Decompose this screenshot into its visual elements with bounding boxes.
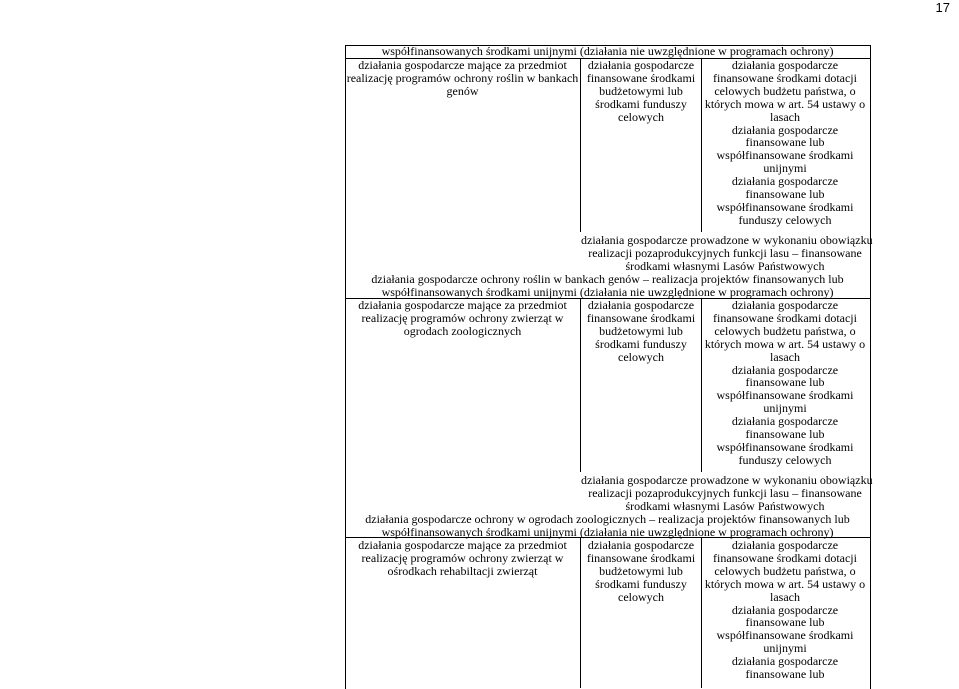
section-header: działania gospodarcze ochrony roślin w bankach genów – realizacja projektów finansowanych lub współfinansowanych środkami unijnymi (działania nie uwzględnione w programach ochrony) (371, 272, 844, 299)
funding-other: działania gospodarcze finansowane środkami dotacji celowych budżetu państwa, o których mowa w art. 54 ustawy o lasach działania gospodarcze finansowane lub współfinansowane środkami unijnymi działania gospodarcze finansowane lub współfinansowane środkami funduszy celowych (704, 298, 866, 467)
page-number: 17 (935, 0, 950, 15)
obligation-note: działania gospodarcze prowadzone w wykonaniu obowiązku realizacji pozaprodukcyjnych funkcji lasu – finansowane środkami własnymi Lasów Państwowych (581, 233, 873, 273)
activity-description: działania gospodarcze mające za przedmiot realizację programów ochrony zwierząt w ośrodkach rehabiltacji zwierząt (358, 538, 567, 578)
activity-description: działania gospodarcze mające za przedmiot realizację programów ochrony zwierząt w ogrodach zoologicznych (358, 298, 567, 338)
funding-other: działania gospodarcze finansowane środkami dotacji celowych budżetu państwa, o których mowa w art. 54 ustawy o lasach działania gospodarcze finansowane lub współfinansowane środkami unijnymi działania gospodarcze finansowane lub współfinansowane środkami funduszy celowych (704, 58, 866, 227)
section-header: współfinansowanych środkami unijnymi (działania nie uwzględnione w programach ochrony) (381, 44, 834, 58)
obligation-note: działania gospodarcze prowadzone w wykonaniu obowiązku realizacji pozaprodukcyjnych funkcji lasu – finansowane środkami własnymi Lasów Państwowych (581, 473, 873, 513)
funding-budget: działania gospodarcze finansowane środkami budżetowymi lub środkami funduszy celowych (586, 298, 696, 364)
funding-budget: działania gospodarcze finansowane środkami budżetowymi lub środkami funduszy celowych (586, 538, 696, 604)
activity-description: działania gospodarcze mające za przedmiot realizację programów ochrony roślin w bankach genów (346, 58, 579, 98)
funding-other: działania gospodarcze finansowane środkami dotacji celowych budżetu państwa, o których mowa w art. 54 ustawy o lasach działania gospodarcze finansowane lub współfinansowane środkami unijnymi działania gospodarcze finansowane lub (704, 538, 866, 682)
section-header: działania gospodarcze ochrony w ogrodach zoologicznych – realizacja projektów finansowanych lub współfinansowanych środkami unijnymi (działania nie uwzględnione w programach ochrony) (365, 512, 850, 539)
funding-budget: działania gospodarcze finansowane środkami budżetowymi lub środkami funduszy celowych (586, 58, 696, 124)
